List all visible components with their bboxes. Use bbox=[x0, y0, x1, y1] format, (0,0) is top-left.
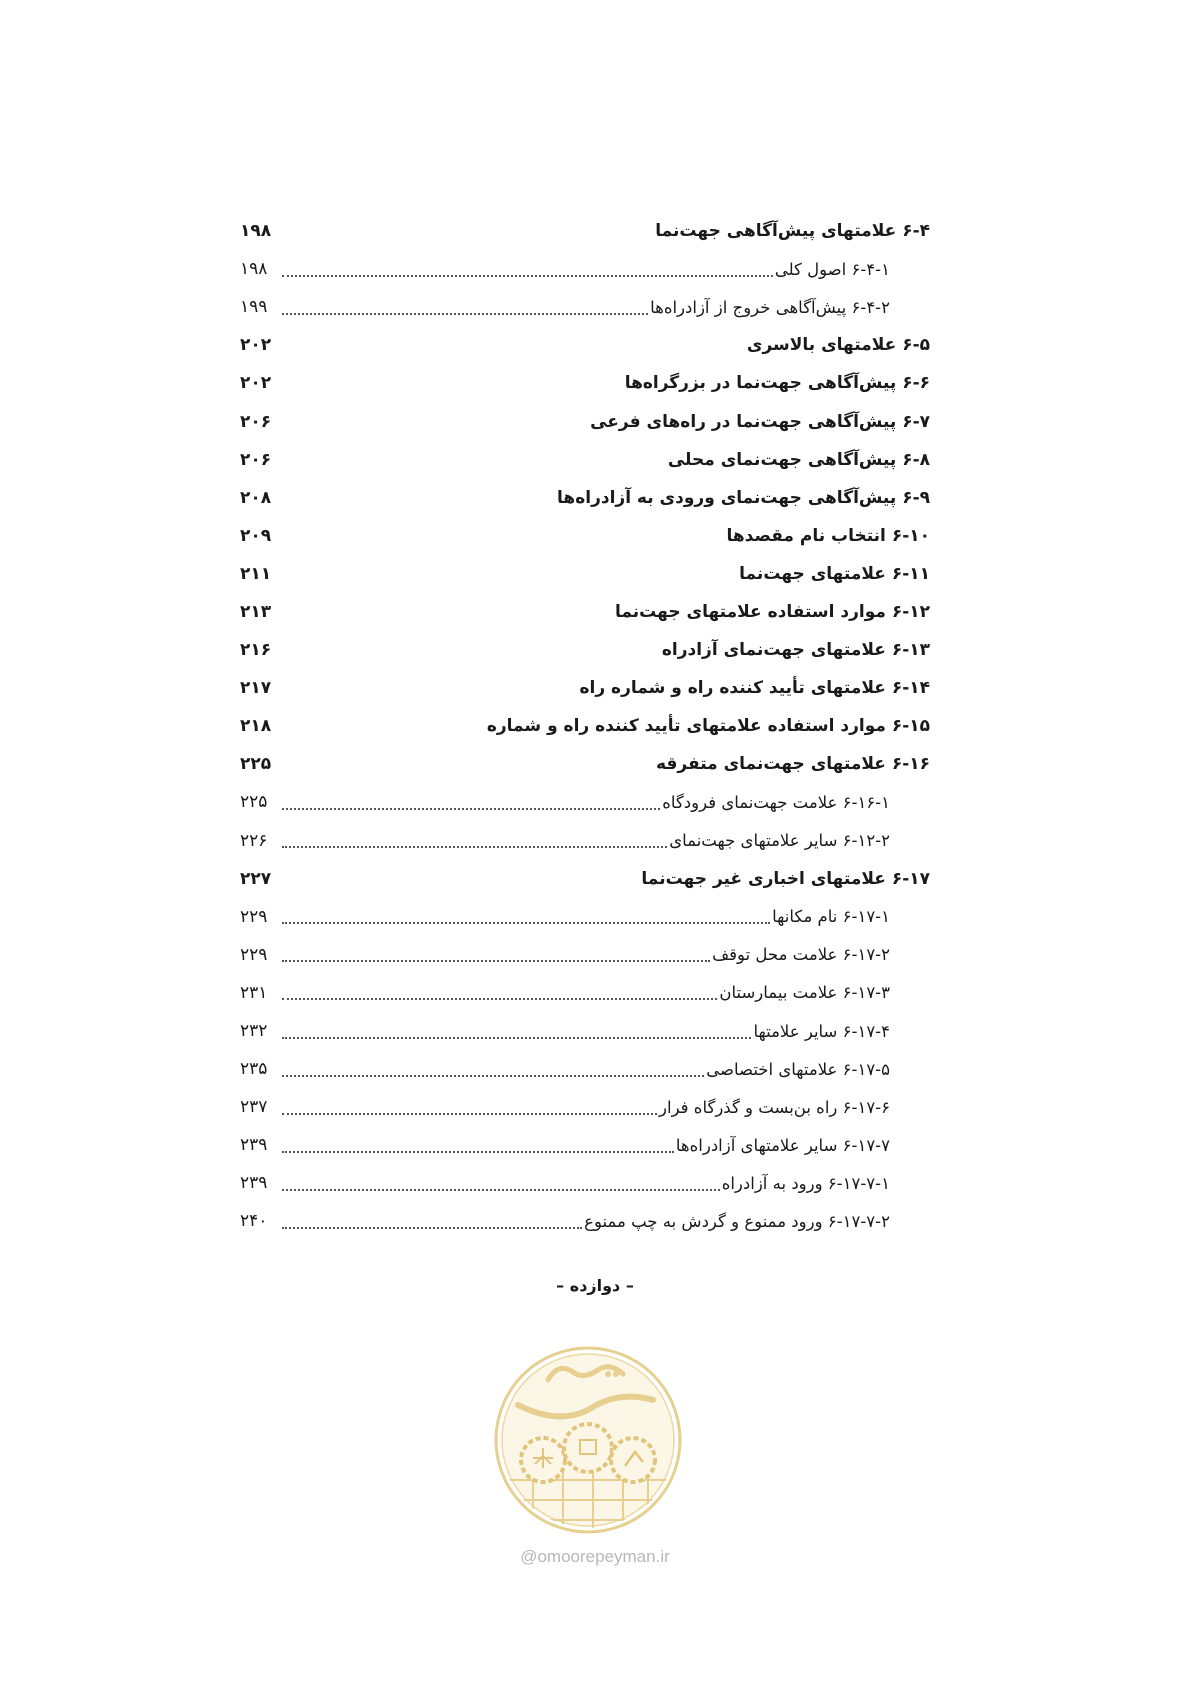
toc-page-number: ۲۰۲ bbox=[240, 373, 272, 394]
toc-page-number: ۲۲۵ bbox=[240, 792, 268, 813]
dot-leader bbox=[282, 1188, 720, 1191]
toc-entry-title: ۶-۵ علامتهای بالاسری bbox=[746, 335, 930, 356]
toc-subsection-row bbox=[240, 1202, 930, 1240]
toc-entry-title: ۶-۱۱ علامتهای جهت‌نما bbox=[739, 563, 930, 584]
toc-page-number: ۲۳۱ bbox=[240, 982, 268, 1003]
toc-entry-title: ۶-۱۶-۱ علامت جهت‌نمای فرودگاه bbox=[662, 792, 890, 812]
toc-section-row bbox=[240, 479, 930, 517]
toc-page-number: ۲۲۹ bbox=[240, 906, 268, 927]
toc-page-number: ۲۲۷ bbox=[240, 868, 272, 889]
dot-leader bbox=[282, 732, 485, 733]
toc-page-number: ۲۰۹ bbox=[240, 525, 272, 546]
toc-page-number: ۱۹۸ bbox=[240, 221, 272, 242]
toc-section-row bbox=[240, 212, 930, 250]
toc-page-number: ۲۱۶ bbox=[240, 640, 272, 661]
toc-page-number: ۲۳۹ bbox=[240, 1135, 268, 1156]
dot-leader bbox=[282, 503, 555, 504]
dot-leader bbox=[282, 921, 770, 924]
toc-page-number: ۲۰۲ bbox=[240, 335, 272, 356]
toc-entry-title: ۶-۱۲-۲ سایر علامتهای جهت‌نمای bbox=[669, 831, 890, 851]
toc-page-number: ۲۰۸ bbox=[240, 487, 272, 508]
toc-subsection-row bbox=[240, 898, 930, 936]
toc-entry-title: ۶-۱۷-۱ نام مکانها bbox=[772, 907, 890, 927]
toc-entry-title: ۶-۶ پیش‌آگاهی جهت‌نما در بزرگراه‌ها bbox=[624, 373, 930, 394]
toc-entry-title: ۶-۸ پیش‌آگاهی جهت‌نمای محلی bbox=[667, 449, 930, 470]
toc-page-number: ۲۰۶ bbox=[240, 449, 272, 470]
dot-leader bbox=[282, 1036, 751, 1039]
toc-subsection-row bbox=[240, 936, 930, 974]
toc-subsection-row bbox=[240, 1012, 930, 1050]
toc-page-number: ۲۴۰ bbox=[240, 1211, 268, 1232]
toc-entry-title: ۶-۱۰ انتخاب نام مقصدها bbox=[726, 525, 930, 546]
toc-page-number: ۱۹۹ bbox=[240, 297, 268, 318]
toc-page-number: ۲۱۳ bbox=[240, 601, 272, 622]
toc-page-number: ۲۱۸ bbox=[240, 716, 272, 737]
toc-section-row bbox=[240, 364, 930, 402]
toc-page-number: ۲۲۶ bbox=[240, 830, 268, 851]
dot-leader bbox=[282, 807, 660, 810]
toc-page-number: ۲۰۶ bbox=[240, 411, 272, 432]
dot-leader bbox=[282, 237, 653, 238]
toc-section-row bbox=[240, 860, 930, 898]
dot-leader bbox=[282, 274, 773, 277]
toc-section-row bbox=[240, 707, 930, 745]
dot-leader bbox=[282, 770, 654, 771]
dot-leader bbox=[282, 312, 648, 315]
toc-entry-title: ۶-۱۷ علامتهای اخباری غیر جهت‌نما bbox=[641, 868, 930, 889]
toc-entry-title: ۶-۱۷-۶ راه بن‌بست و گذرگاه فرار bbox=[659, 1097, 890, 1117]
toc-entry-title: ۶-۱۷-۷ سایر علامتهای آزادراه‌ها bbox=[675, 1135, 890, 1155]
dot-leader bbox=[282, 997, 717, 1000]
watermark-website: @omoorepeyman.ir bbox=[520, 1547, 670, 1566]
seal-logo-icon bbox=[488, 1330, 688, 1550]
toc-entry-title: ۶-۱۷-۷-۱ ورود به آزادراه bbox=[721, 1173, 890, 1193]
dot-leader bbox=[282, 1226, 582, 1229]
toc-subsection-row bbox=[240, 822, 930, 860]
page-number-footer: – دوازده – bbox=[556, 1276, 634, 1295]
toc-subsection-row bbox=[240, 288, 930, 326]
dot-leader bbox=[282, 959, 710, 962]
toc-entry-title: ۶-۴-۱ اصول کلی bbox=[774, 259, 890, 279]
toc-section-row bbox=[240, 669, 930, 707]
toc-entry-title: ۶-۴-۲ پیش‌آگاهی خروج از آزادراه‌ها bbox=[650, 297, 890, 317]
toc-section-row bbox=[240, 593, 930, 631]
dot-leader bbox=[282, 427, 588, 428]
toc-page-number: ۲۳۲ bbox=[240, 1021, 268, 1042]
toc-entry-title: ۶-۷ پیش‌آگاهی جهت‌نما در راه‌های فرعی bbox=[590, 411, 930, 432]
toc-subsection-row bbox=[240, 1088, 930, 1126]
dot-leader bbox=[282, 541, 724, 542]
dot-leader bbox=[282, 351, 745, 352]
toc-page-number: ۲۳۵ bbox=[240, 1059, 268, 1080]
dot-leader bbox=[282, 617, 613, 618]
dot-leader bbox=[282, 1074, 704, 1077]
toc-entry-title: ۶-۱۲ موارد استفاده علامتهای جهت‌نما bbox=[614, 601, 930, 622]
watermark-seal bbox=[488, 1330, 688, 1550]
toc-subsection-row bbox=[240, 1164, 930, 1202]
toc-section-row bbox=[240, 441, 930, 479]
toc-section-row bbox=[240, 631, 930, 669]
toc-page-number: ۲۲۵ bbox=[240, 754, 272, 775]
toc-section-row bbox=[240, 555, 930, 593]
toc-section-row bbox=[240, 745, 930, 783]
toc-page-number: ۲۱۷ bbox=[240, 678, 272, 699]
toc-section-row bbox=[240, 326, 930, 364]
dot-leader bbox=[282, 579, 737, 580]
toc-entry-title: ۶-۴ علامتهای پیش‌آگاهی جهت‌نما bbox=[655, 221, 930, 242]
table-of-contents bbox=[240, 212, 930, 1241]
toc-subsection-row bbox=[240, 783, 930, 821]
dot-leader bbox=[282, 656, 660, 657]
toc-page-number: ۲۱۱ bbox=[240, 563, 272, 584]
toc-page-number: ۱۹۸ bbox=[240, 259, 268, 280]
toc-subsection-row bbox=[240, 974, 930, 1012]
toc-subsection-row bbox=[240, 250, 930, 288]
dot-leader bbox=[282, 884, 639, 885]
toc-section-row bbox=[240, 517, 930, 555]
toc-section-row bbox=[240, 402, 930, 440]
toc-page-number: ۲۳۷ bbox=[240, 1097, 268, 1118]
toc-entry-title: ۶-۱۵ موارد استفاده علامتهای تأیید کننده راه و شماره bbox=[486, 716, 930, 737]
toc-entry-title: ۶-۹ پیش‌آگاهی جهت‌نمای ورودی به آزادراه‌ها bbox=[557, 487, 930, 508]
toc-entry-title: ۶-۱۷-۲ علامت محل توقف bbox=[712, 945, 890, 965]
toc-subsection-row bbox=[240, 1050, 930, 1088]
dot-leader bbox=[282, 1112, 657, 1115]
toc-entry-title: ۶-۱۷-۴ سایر علامتها bbox=[753, 1021, 890, 1041]
dot-leader bbox=[282, 389, 623, 390]
toc-page-number: ۲۲۹ bbox=[240, 944, 268, 965]
dot-leader bbox=[282, 845, 667, 848]
toc-entry-title: ۶-۱۴ علامتهای تأیید کننده راه و شماره راه bbox=[579, 678, 930, 699]
toc-entry-title: ۶-۱۷-۷-۲ ورود ممنوع و گردش به چپ ممنوع bbox=[584, 1211, 890, 1231]
toc-page-number: ۲۳۹ bbox=[240, 1173, 268, 1194]
toc-entry-title: ۶-۱۷-۳ علامت بیمارستان bbox=[719, 983, 890, 1003]
toc-subsection-row bbox=[240, 1126, 930, 1164]
toc-entry-title: ۶-۱۷-۵ علامتهای اختصاصی bbox=[706, 1059, 890, 1079]
toc-entry-title: ۶-۱۶ علامتهای جهت‌نمای متفرقه bbox=[655, 754, 930, 775]
dot-leader bbox=[282, 694, 577, 695]
dot-leader bbox=[282, 1150, 674, 1153]
dot-leader bbox=[282, 465, 666, 466]
toc-entry-title: ۶-۱۳ علامتهای جهت‌نمای آزادراه bbox=[661, 640, 930, 661]
